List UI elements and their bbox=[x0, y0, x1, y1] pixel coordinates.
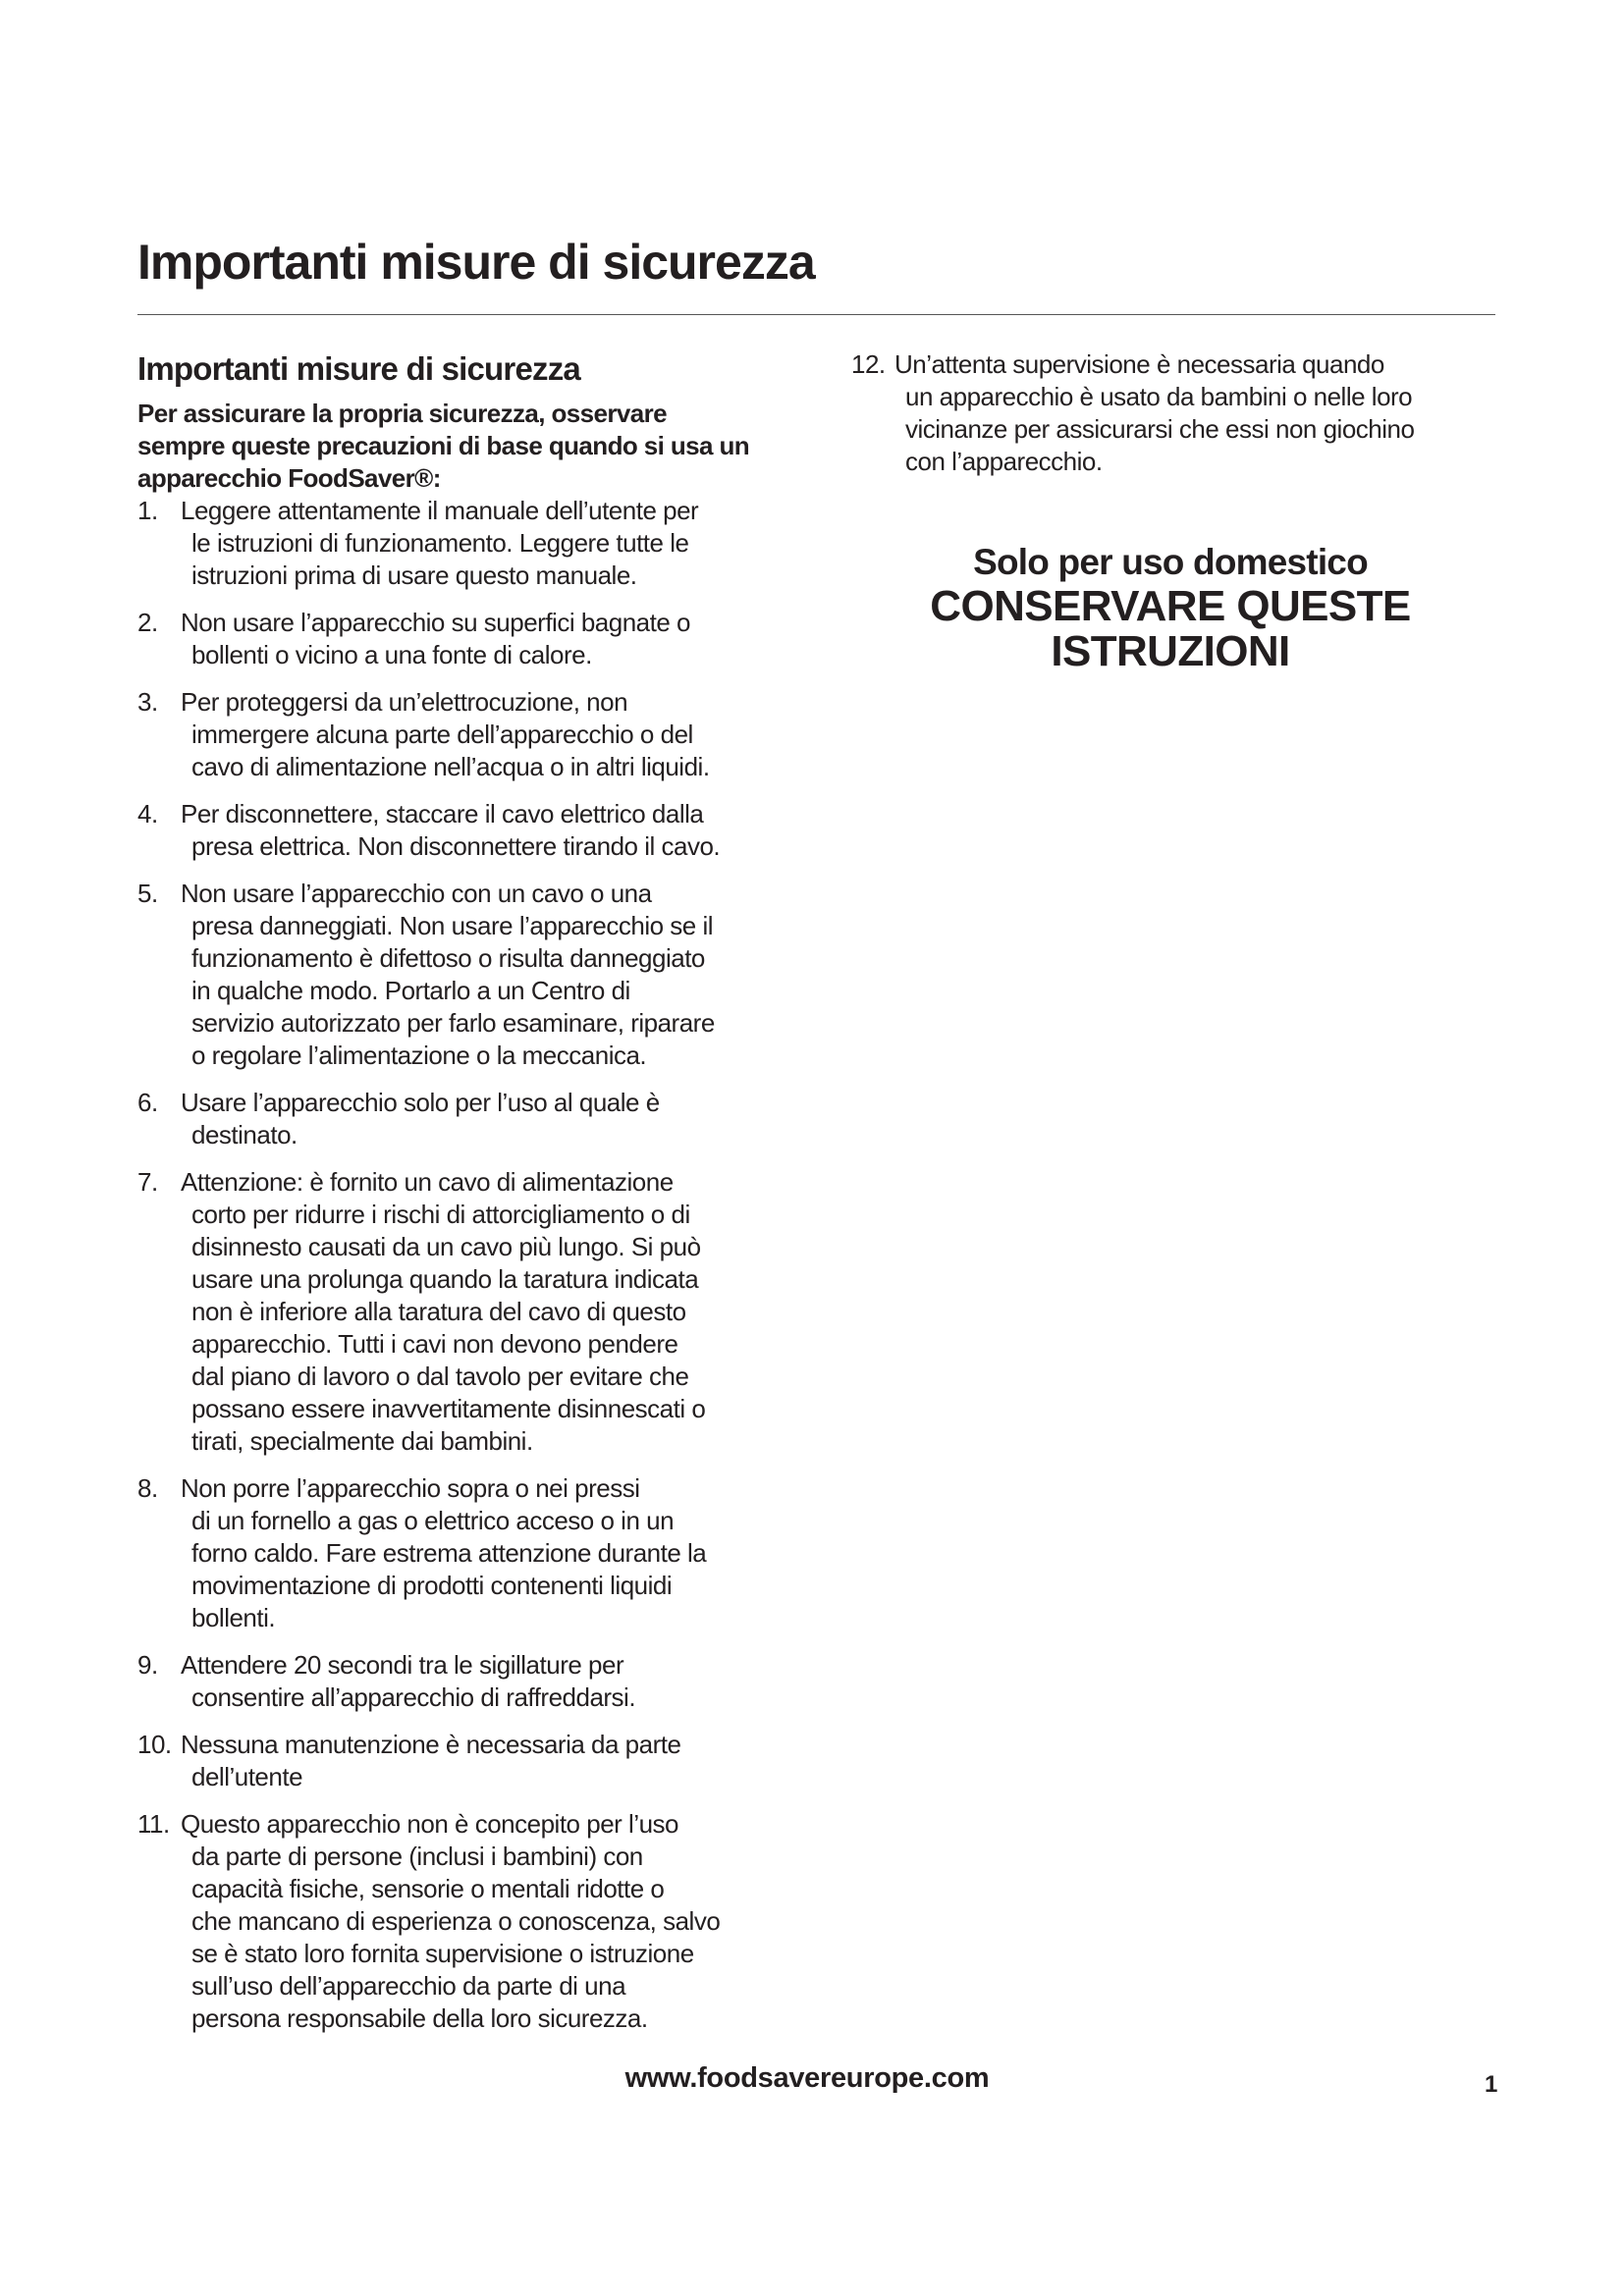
right-column bbox=[851, 348, 1519, 493]
list-item bbox=[137, 686, 805, 783]
section-heading: Importanti misure di sicurezza bbox=[137, 350, 580, 387]
item-text-line: cavo di alimentazione nell’acqua o in altri liquidi. bbox=[191, 752, 710, 781]
item-number: 9. bbox=[137, 1650, 158, 1680]
item-text-line: corto per ridurre i rischi di attorcigliamento o di bbox=[191, 1200, 690, 1229]
item-number: 6. bbox=[137, 1088, 158, 1117]
intro-text bbox=[137, 398, 805, 495]
item-number: 2. bbox=[137, 608, 158, 637]
item-text-line: di un fornello a gas o elettrico acceso o in un bbox=[191, 1506, 675, 1535]
item-text-line: Non porre l’apparecchio sopra o nei pressi bbox=[181, 1473, 640, 1503]
item-text-line: servizio autorizzato per farlo esaminare, riparare bbox=[191, 1008, 715, 1038]
list-item bbox=[137, 1472, 805, 1634]
item-text-line: tirati, specialmente dai bambini. bbox=[191, 1426, 533, 1456]
item-number: 11. bbox=[137, 1809, 170, 1839]
item-text-line: Non usare l’apparecchio su superfici bagnate o bbox=[181, 608, 691, 637]
list-item bbox=[137, 1087, 805, 1151]
list-item bbox=[137, 1166, 805, 1458]
item-text-line: Leggere attentamente il manuale dell’utente per bbox=[181, 496, 699, 525]
keep-instructions-notice bbox=[851, 584, 1489, 674]
item-number: 1. bbox=[137, 496, 158, 525]
item-text-line: istruzioni prima di usare questo manuale. bbox=[191, 561, 637, 590]
item-number: 12. bbox=[851, 349, 886, 379]
website-link[interactable]: www.foodsavereurope.com bbox=[624, 2062, 990, 2094]
item-text-line: da parte di persone (inclusi i bambini) con bbox=[191, 1842, 643, 1871]
household-use-notice: Solo per uso domestico bbox=[973, 542, 1368, 582]
item-text-line: bollenti. bbox=[191, 1603, 276, 1632]
item-text-line: Nessuna manutenzione è necessaria da parte bbox=[181, 1730, 681, 1759]
item-text-line: un apparecchio è usato da bambini o nelle loro bbox=[905, 382, 1413, 411]
item-number: 7. bbox=[137, 1167, 158, 1197]
intro-line: apparecchio FoodSaver®: bbox=[137, 463, 441, 493]
item-text-line: destinato. bbox=[191, 1120, 298, 1149]
item-text-line: dal piano di lavoro o dal tavolo per evitare che bbox=[191, 1362, 689, 1391]
item-number: 8. bbox=[137, 1473, 158, 1503]
item-text-line: che mancano di esperienza o conoscenza, salvo bbox=[191, 1906, 721, 1936]
item-number: 10. bbox=[137, 1730, 172, 1759]
item-text-line: non è inferiore alla taratura del cavo di questo bbox=[191, 1297, 686, 1326]
item-text-line: Attendere 20 secondi tra le sigillature per bbox=[181, 1650, 624, 1680]
item-text-line: immergere alcuna parte dell’apparecchio o del bbox=[191, 720, 693, 749]
list-item bbox=[137, 1808, 805, 2035]
item-text-line: Per proteggersi da un’elettrocuzione, non bbox=[181, 687, 628, 717]
item-text-line: Non usare l’apparecchio con un cavo o una bbox=[181, 879, 652, 908]
item-text-line: bollenti o vicino a una fonte di calore. bbox=[191, 640, 592, 669]
list-item bbox=[137, 878, 805, 1072]
page-title: Importanti misure di sicurezza bbox=[137, 235, 815, 290]
item-text-line: le istruzioni di funzionamento. Leggere tutte le bbox=[191, 528, 689, 558]
item-text-line: Un’attenta supervisione è necessaria quando bbox=[894, 349, 1384, 379]
item-text-line: forno caldo. Fare estrema attenzione durante la bbox=[191, 1538, 707, 1568]
list-item bbox=[851, 348, 1519, 478]
keep-line: ISTRUZIONI bbox=[1051, 627, 1290, 675]
item-number: 4. bbox=[137, 799, 158, 828]
item-text-line: apparecchio. Tutti i cavi non devono pendere bbox=[191, 1329, 678, 1359]
item-text-line: sull’uso dell’apparecchio da parte di una bbox=[191, 1971, 626, 2001]
intro-line: sempre queste precauzioni di base quando si usa un bbox=[137, 431, 750, 460]
intro-line: Per assicurare la propria sicurezza, osservare bbox=[137, 399, 667, 428]
item-text-line: capacità fisiche, sensorie o mentali ridotte o bbox=[191, 1874, 665, 1903]
item-number: 5. bbox=[137, 879, 158, 908]
item-text-line: movimentazione di prodotti contenenti liquidi bbox=[191, 1571, 673, 1600]
list-item bbox=[137, 607, 805, 671]
item-number: 3. bbox=[137, 687, 158, 717]
item-text-line: possano essere inavvertitamente disinnescati o bbox=[191, 1394, 706, 1423]
list-item bbox=[137, 495, 805, 592]
item-text-line: se è stato loro fornita supervisione o istruzione bbox=[191, 1939, 694, 1968]
item-text-line: presa elettrica. Non disconnettere tirando il cavo. bbox=[191, 831, 721, 861]
item-text-line: Attenzione: è fornito un cavo di alimentazione bbox=[181, 1167, 674, 1197]
item-text-line: Per disconnettere, staccare il cavo elettrico dalla bbox=[181, 799, 704, 828]
item-text-line: usare una prolunga quando la taratura indicata bbox=[191, 1264, 699, 1294]
safety-list-continued bbox=[851, 348, 1519, 478]
item-text-line: persona responsabile della loro sicurezza. bbox=[191, 2003, 648, 2033]
item-text-line: presa danneggiati. Non usare l’apparecchio se il bbox=[191, 911, 714, 940]
item-text-line: o regolare l’alimentazione o la meccanica. bbox=[191, 1041, 647, 1070]
item-text-line: vicinanze per assicurarsi che essi non giochino bbox=[905, 414, 1415, 444]
page-number: 1 bbox=[1485, 2071, 1498, 2098]
item-text-line: consentire all’apparecchio di raffreddarsi. bbox=[191, 1682, 636, 1712]
left-column bbox=[137, 348, 805, 2050]
item-text-line: Usare l’apparecchio solo per l’uso al quale è bbox=[181, 1088, 660, 1117]
item-text-line: in qualche modo. Portarlo a un Centro di bbox=[191, 976, 630, 1005]
item-text-line: disinnesto causati da un cavo più lungo. Si può bbox=[191, 1232, 701, 1261]
item-text-line: Questo apparecchio non è concepito per l’uso bbox=[181, 1809, 679, 1839]
safety-list bbox=[137, 495, 805, 2035]
item-text-line: dell’utente bbox=[191, 1762, 303, 1791]
title-divider bbox=[137, 314, 1495, 315]
keep-line: CONSERVARE QUESTE bbox=[930, 582, 1411, 630]
list-item bbox=[137, 1729, 805, 1793]
item-text-line: con l’apparecchio. bbox=[905, 447, 1103, 476]
list-item bbox=[137, 1649, 805, 1714]
list-item bbox=[137, 798, 805, 863]
item-text-line: funzionamento è difettoso o risulta danneggiato bbox=[191, 943, 705, 973]
